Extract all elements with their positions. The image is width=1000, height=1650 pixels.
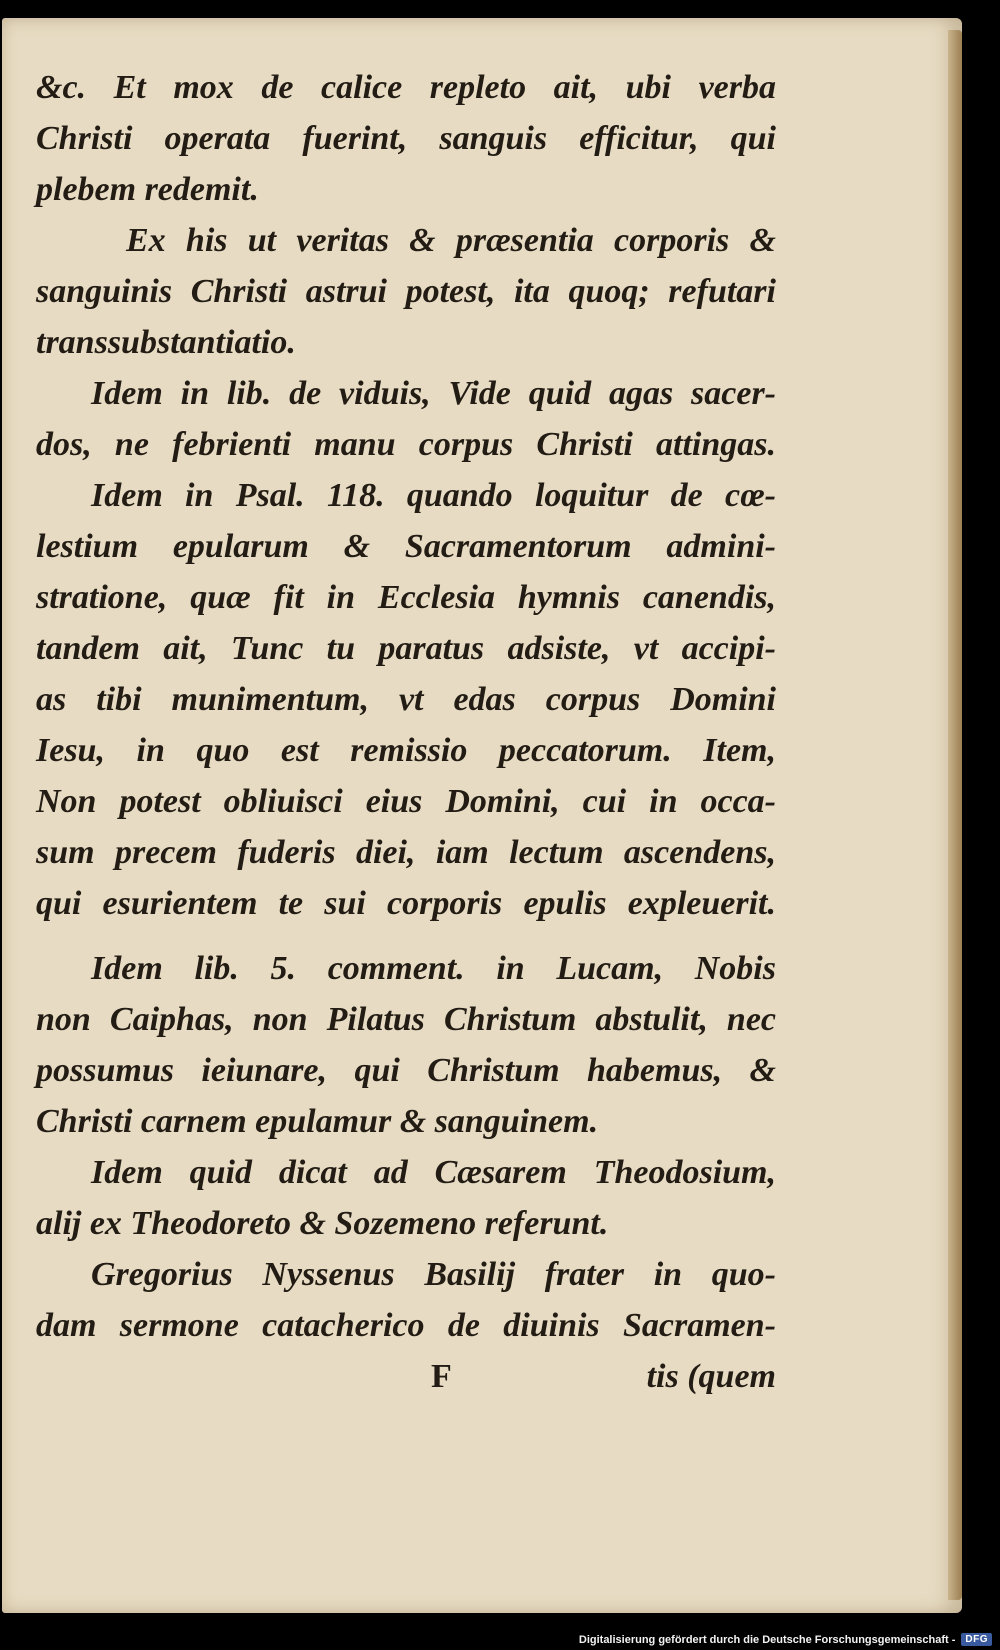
text-line: Non potest obliuisci eius Domini, cui in occa- <box>36 783 776 820</box>
dfg-logo: DFG <box>961 1633 992 1646</box>
page-edge <box>948 30 962 1600</box>
signature-mark: F <box>431 1358 452 1395</box>
text-block <box>36 62 776 1402</box>
text-line: tandem ait, Tunc tu paratus adsiste, vt accipi- <box>36 630 776 667</box>
text-line: Gregorius Nyssenus Basilij frater in quo- <box>91 1256 776 1293</box>
text-line: Iesu, in quo est remissio peccatorum. Item, <box>36 732 776 769</box>
page-footer-row <box>36 1351 776 1402</box>
text-line: as tibi munimentum, vt edas corpus Domini <box>36 681 776 718</box>
text-line: Christi carnem epulamur & sanguinem. <box>36 1103 599 1140</box>
text-line: dam sermone catacherico de diuinis Sacramen- <box>36 1307 776 1344</box>
text-line: lestium epularum & Sacramentorum admini- <box>36 528 776 565</box>
catchword: tis (quem <box>646 1358 776 1395</box>
text-line: stratione, quæ fit in Ecclesia hymnis canendis, <box>36 579 776 616</box>
text-line: plebem redemit. <box>36 171 259 208</box>
credit-text: Digitalisierung gefördert durch die Deutsche Forschungsgemeinschaft - <box>578 1633 956 1646</box>
text-line: Idem lib. 5. comment. in Lucam, Nobis <box>91 950 776 987</box>
text-line: alij ex Theodoreto & Sozemeno referunt. <box>36 1205 609 1242</box>
digitization-credit <box>579 1633 992 1646</box>
text-line: Idem quid dicat ad Cæsarem Theodosium, <box>91 1154 776 1191</box>
text-line: sum precem fuderis diei, iam lectum ascendens, <box>36 834 776 871</box>
text-line: Christi operata fuerint, sanguis efficitur, qui <box>36 120 776 157</box>
text-line: possumus ieiunare, qui Christum habemus, & <box>36 1052 776 1089</box>
text-line: transsubstantiatio. <box>36 324 296 361</box>
text-line: Idem in Psal. 118. quando loquitur de cœ- <box>91 477 776 514</box>
text-line: &c. Et mox de calice repleto ait, ubi verba <box>36 69 776 106</box>
text-line: Idem in lib. de viduis, Vide quid agas sacer- <box>91 375 776 412</box>
text-line: sanguinis Christi astrui potest, ita quoq; refutari <box>36 273 776 310</box>
text-line: qui esurientem te sui corporis epulis expleuerit. <box>36 885 776 922</box>
text-line: Ex his ut veritas & præsentia corporis & <box>126 222 776 259</box>
text-line: dos, ne febrienti manu corpus Christi attingas. <box>36 426 776 463</box>
text-line: non Caiphas, non Pilatus Christum abstulit, nec <box>36 1001 776 1038</box>
